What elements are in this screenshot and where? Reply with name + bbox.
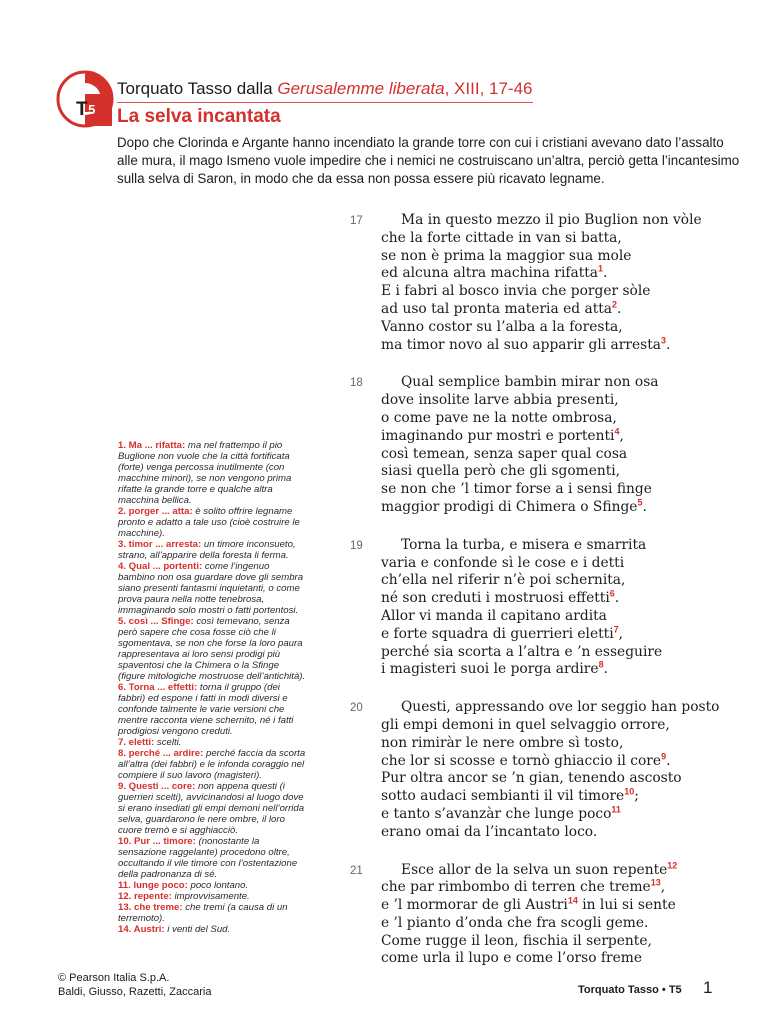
footnote-key: 11. lunge poco: bbox=[118, 880, 188, 891]
footnote-marker[interactable]: 10 bbox=[624, 786, 635, 797]
verse-line: Questi, appressando ove lor seggio han posto bbox=[401, 699, 720, 716]
stanza bbox=[350, 699, 750, 841]
footnote-text: poco lontano. bbox=[187, 880, 249, 891]
verse-line: perché sia scorta a l’altra e ’n esseguire bbox=[381, 643, 663, 660]
footnote-key: 2. porger ... atta: bbox=[118, 506, 193, 517]
footnote bbox=[118, 880, 308, 891]
verse-line: gli empi demoni in quel selvaggio orrore, bbox=[381, 716, 670, 733]
verse-line: come urla il lupo e come l’orso freme bbox=[381, 950, 643, 967]
verse-line: Torna la turba, e misera e smarrita bbox=[401, 536, 647, 553]
verse-line: E i fabri al bosco invia che porger sòle bbox=[381, 283, 651, 300]
verse-line: e ’l pianto d’onda che fra scogli geme. bbox=[381, 914, 649, 931]
footnote-key: 1. Ma ... rifatta: bbox=[118, 440, 186, 451]
footnote-key: 5. così ... Sfinge: bbox=[118, 616, 194, 627]
footnote-key: 9. Questi ... core: bbox=[118, 781, 196, 792]
stanza bbox=[350, 859, 750, 969]
verse-line: ed alcuna altra machina rifatta$^1$. bbox=[381, 263, 608, 282]
work-title: Gerusalemme liberata bbox=[277, 79, 445, 98]
footnote-key: 10. Pur ... timore: bbox=[118, 836, 196, 847]
footnote-text: scelti. bbox=[154, 737, 182, 748]
footnote-text: non appena questi (i guerrieri scelti), avvicinandosi al luogo dove si erano insediati gli empi demoni nell’orrida selva, guardarono le nere ombre, il loro cuore tremò e si agghiacciò. bbox=[118, 781, 305, 836]
verse-line: se non è prima la maggior sua mole bbox=[381, 247, 632, 264]
footnote-marker[interactable]: 13 bbox=[650, 877, 661, 888]
verse-line: Pur oltra ancor se ’n gian, tenendo ascosto bbox=[381, 770, 682, 787]
footnote bbox=[118, 781, 308, 836]
footer-credits bbox=[58, 971, 211, 999]
footnote bbox=[118, 682, 308, 737]
footnote-text: come l’ingenuo bambino non osa guardare dove gli sembra siano presenti fantasmi inquietanti, o come prova paura nella notte tenebrosa, immaginando solo mostri o fatti portentosi. bbox=[118, 561, 304, 616]
footnote-text: è solito offrire legname pronto e adatto a tale uso (cioè costruire le macchine). bbox=[118, 506, 300, 539]
footnote-key: 6. Torna ... effetti: bbox=[118, 682, 198, 693]
footnotes-column bbox=[118, 440, 308, 935]
verse-line: e forte squadra di guerrieri eletti$^7$, bbox=[381, 624, 624, 642]
verse-line: non rimiràr le nere ombre sì tosto, bbox=[381, 734, 624, 751]
footnote-key: 4. Qual ... portenti: bbox=[118, 561, 203, 572]
footnote-key: 3. timor ... arresta: bbox=[118, 539, 202, 550]
footnote bbox=[118, 924, 308, 935]
copyright: © Pearson Italia S.p.A. bbox=[58, 972, 170, 984]
authors: Baldi, Giusso, Razetti, Zaccaria bbox=[58, 986, 212, 998]
footnote bbox=[118, 748, 308, 781]
footnote-marker[interactable]: 3 bbox=[660, 334, 666, 345]
stanza bbox=[350, 537, 750, 679]
intro-paragraph: Dopo che Clorinda e Argante hanno incendiato la grande torre con cui i cristiani avevano dato l’assalto alle mura, il mago Ismeno vuole impedire che i nemici ne costruiscano un’altra, perciò getta l’incantesimo sulla selva di Saron, in modo che da essa non possa essere più ricavato legname. bbox=[117, 135, 740, 186]
footnote-marker[interactable]: 12 bbox=[667, 859, 678, 870]
page-number: 1 bbox=[703, 978, 713, 997]
footnote bbox=[118, 440, 308, 506]
verse-line: dove insolite larve abbia presenti, bbox=[381, 392, 619, 409]
footnote-marker[interactable]: 1 bbox=[598, 263, 604, 274]
verse-line: i magisteri suoi le porga ardire$^8$. bbox=[381, 659, 608, 678]
verse-line: e tanto s’avanzàr che lunge poco$^{11}$ bbox=[381, 804, 621, 822]
footnote-marker[interactable]: 14 bbox=[567, 895, 578, 906]
page-title: La selva incantata bbox=[117, 106, 281, 127]
section-heading: Torquato Tasso dalla Gerusalemme liberata, XIII, 17-46 bbox=[117, 79, 533, 103]
footnote-text: ma nel frattempo il pio Buglione non vuole che la città fortificata (forte) venga percossa inutilmente (con macchine minori), se non vengono prima rifatte la grande torre e qualche altra macchina bellica. bbox=[118, 440, 292, 506]
verse-line: Ma in questo mezzo il pio Buglion non vòle bbox=[401, 212, 702, 228]
verse-line: ch’ella nel riferir n’è poi schernita, bbox=[381, 572, 626, 589]
footnote-key: 12. repente: bbox=[118, 891, 172, 902]
footnote-text: (nonostante la sensazione raggelante) procedono oltre, occultando il vile timore con l’ostentazione della padronanza di sé. bbox=[118, 836, 298, 880]
verse-line: ad uso tal pronta materia ed atta$^2$. bbox=[381, 299, 622, 317]
verse-line: e ’l mormorar de gli Austri$^{14}$ in lui si sente bbox=[381, 895, 676, 914]
footnote-key: 7. eletti: bbox=[118, 737, 155, 748]
verse-line: Vanno costor su l’alba a la foresta, bbox=[381, 318, 623, 335]
work-reference: , XIII, 17-46 bbox=[444, 79, 533, 98]
verse-line: imaginando pur mostri e portenti$^4$, bbox=[381, 426, 624, 444]
verse-line: ma timor novo al suo apparir gli arresta$^3$. bbox=[381, 334, 671, 353]
footnote-text: improvvisamente. bbox=[171, 891, 250, 902]
footnote-marker[interactable]: 2 bbox=[612, 299, 618, 310]
footnote-text: i venti del Sud. bbox=[164, 924, 231, 935]
stanza bbox=[350, 212, 750, 354]
footnote-marker[interactable]: 5 bbox=[637, 497, 643, 508]
footnote-marker[interactable]: 11 bbox=[611, 804, 621, 815]
verse-line: o come pave ne la notte ombrosa, bbox=[381, 409, 617, 426]
verse-line: Come rugge il leon, fischia il serpente, bbox=[381, 932, 652, 949]
footnote-marker[interactable]: 7 bbox=[613, 624, 619, 635]
footnote bbox=[118, 561, 308, 616]
footnote-marker[interactable]: 6 bbox=[609, 588, 615, 599]
footnote bbox=[118, 506, 308, 539]
footnote-text: perché faccia da scorta all’altra (dei fabbri) e le infonda coraggio nel compiere il suo lavoro (magisteri). bbox=[118, 748, 306, 781]
verse-line: che la forte cittade in van si batta, bbox=[381, 229, 622, 246]
footnote-marker[interactable]: 4 bbox=[614, 426, 620, 437]
verse-line: se non che ’l timor forse a i sensi finge bbox=[381, 481, 652, 498]
footnote bbox=[118, 616, 308, 682]
poem-text bbox=[350, 212, 750, 988]
footnote-text: che tremi (a causa di un terremoto). bbox=[118, 902, 288, 924]
verse-line: sotto audaci sembianti il vil timore$^{10}$; bbox=[381, 786, 639, 805]
footnote-marker[interactable]: 8 bbox=[598, 659, 604, 670]
verse-line: che lor si scosse e tornò ghiaccio il core$^9$. bbox=[381, 750, 671, 769]
verse-line: che par rimbombo di terren che treme$^{13}$, bbox=[381, 877, 666, 896]
stanza-number: 17 bbox=[350, 215, 363, 227]
verse-line: così temean, senza saper qual cosa bbox=[381, 445, 628, 462]
author-name: Torquato Tasso bbox=[117, 79, 232, 98]
footnote-key: 8. perché ... ardire: bbox=[118, 748, 204, 759]
verse-line: Esce allor de la selva un suon repente$^{12}$ bbox=[401, 859, 678, 878]
stanza-number: 20 bbox=[350, 702, 363, 715]
footnote-marker[interactable]: 9 bbox=[661, 750, 667, 761]
stanza bbox=[350, 374, 750, 516]
stanza-number: 21 bbox=[350, 864, 363, 877]
footnote bbox=[118, 836, 308, 880]
footnote-text: così temevano, senza però sapere che cosa fosse ciò che li sgomentava, se non che forse la loro paura rappresentava ai loro sensi prodigi più spaventosi che la Chimera o la Sfinge (figure mitologiche mostruose dell’antichità). bbox=[118, 616, 306, 682]
footnote bbox=[118, 737, 308, 748]
verse-line: maggior prodigi di Chimera o Sfinge$^5$. bbox=[381, 497, 647, 515]
footnote-key: 14. Austri: bbox=[118, 924, 165, 935]
footnote-key: 13. che treme: bbox=[118, 902, 183, 913]
verse-line: Allor vi manda il capitano ardita bbox=[381, 607, 607, 624]
stanza-number: 18 bbox=[350, 377, 363, 390]
footnote bbox=[118, 539, 308, 561]
stanza-number: 19 bbox=[350, 539, 363, 552]
running-title: Torquato Tasso • T5 bbox=[578, 984, 682, 996]
footnote bbox=[118, 902, 308, 924]
section-code: T5 bbox=[76, 99, 95, 120]
verse-line: siasi quella però che gli sgomenti, bbox=[381, 463, 621, 480]
footnote-text: un timore inconsueto, strano, all’apparire della foresta li ferma. bbox=[118, 539, 296, 561]
footnote bbox=[118, 891, 308, 902]
verse-line: né son creduti i mostruosi effetti$^6$. bbox=[381, 588, 620, 607]
verse-line: erano omai da l’incantato loco. bbox=[381, 823, 598, 840]
verse-line: varia e confonde sì le cose e i detti bbox=[381, 554, 625, 571]
verse-line: Qual semplice bambin mirar non osa bbox=[401, 374, 659, 391]
footnote-text: torna il gruppo (dei fabbri) ed espone i fatti in modi diversi e confonde talmente le varie versioni che mentre racconta viene schernito, né i fatti prodigiosi vengono creduti. bbox=[118, 682, 294, 737]
